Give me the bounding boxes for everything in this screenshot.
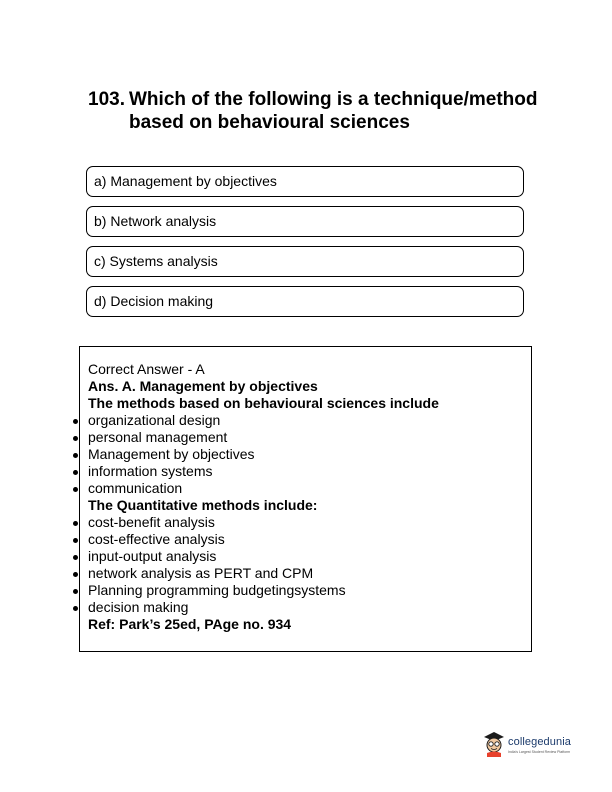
question-number: 103. bbox=[88, 89, 125, 110]
reference-text: Ref: Park’s 25ed, PAge no. 934 bbox=[88, 616, 292, 632]
quantitative-heading: The Quantitative methods include: bbox=[88, 497, 318, 513]
mascot-icon bbox=[482, 730, 506, 758]
bullet-icon bbox=[73, 436, 78, 441]
behavioural-item: information systems bbox=[88, 463, 213, 479]
quantitative-item: cost-benefit analysis bbox=[88, 514, 215, 530]
bullet-icon bbox=[73, 419, 78, 424]
bullet-icon bbox=[73, 589, 78, 594]
bullet-icon bbox=[73, 572, 78, 577]
collegedunia-logo bbox=[482, 730, 582, 762]
quantitative-item: cost-effective analysis bbox=[88, 531, 225, 547]
bullet-icon bbox=[73, 487, 78, 492]
answer-heading: Ans. A. Management by objectives bbox=[88, 378, 318, 394]
quantitative-item: Planning programming budgetingsystems bbox=[88, 582, 346, 598]
question-text: Which of the following is a technique/method based on behavioural sciences bbox=[129, 89, 538, 133]
quantitative-item: decision making bbox=[88, 599, 189, 615]
behavioural-item: Management by objectives bbox=[88, 446, 255, 462]
behavioural-heading: The methods based on behavioural sciences include bbox=[88, 395, 439, 411]
logo-tagline: India's Largest Student Review Platform bbox=[508, 750, 571, 754]
logo-brand: collegedunia bbox=[508, 736, 571, 748]
quantitative-item: network analysis as PERT and CPM bbox=[88, 565, 314, 581]
behavioural-item: communication bbox=[88, 480, 183, 496]
bullet-icon bbox=[73, 470, 78, 475]
option-c[interactable]: c) Systems analysis bbox=[86, 246, 524, 277]
option-b[interactable]: b) Network analysis bbox=[86, 206, 524, 237]
bullet-icon bbox=[73, 555, 78, 560]
bullet-icon bbox=[73, 521, 78, 526]
option-a[interactable]: a) Management by objectives bbox=[86, 166, 524, 197]
quantitative-item: input-output analysis bbox=[88, 548, 217, 564]
behavioural-item: personal management bbox=[88, 429, 228, 445]
option-d[interactable]: d) Decision making bbox=[86, 286, 524, 317]
bullet-icon bbox=[73, 606, 78, 611]
correct-answer: Correct Answer - A bbox=[88, 361, 205, 377]
bullet-icon bbox=[73, 538, 78, 543]
bullet-icon bbox=[73, 453, 78, 458]
behavioural-item: organizational design bbox=[88, 412, 221, 428]
